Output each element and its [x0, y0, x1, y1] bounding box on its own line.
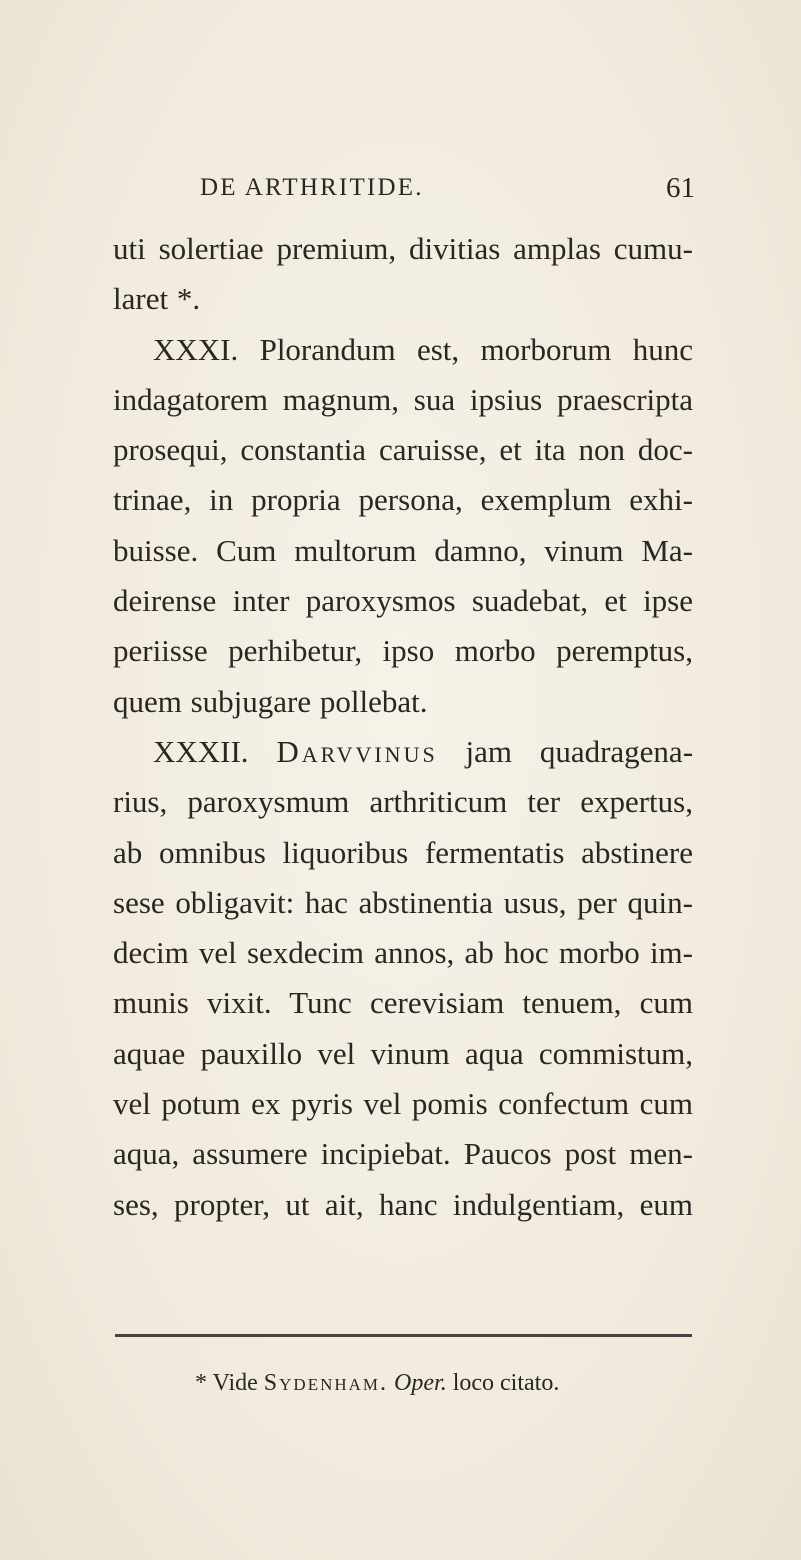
person-name: Darvvinus	[276, 733, 438, 769]
footnote-rule	[115, 1334, 692, 1337]
footnote	[195, 1370, 559, 1397]
text-line: periisse perhibetur, ipso morbo peremptus,	[113, 633, 693, 669]
paragraph-xxxii-start	[113, 727, 693, 777]
text-line: rius, paroxysmum arthriticum ter expertus,	[113, 784, 693, 820]
paragraph-xxxi-start: XXXI. Plorandum est, morborum hunc	[153, 331, 693, 367]
text-line: indagatorem magnum, sua ipsius praescripta	[113, 381, 693, 417]
text-line: ab omnibus liquoribus fermentatis abstinere	[113, 834, 693, 870]
text-line: trinae, in propria persona, exemplum exhi-	[113, 482, 693, 518]
text-line: quem subjugare pollebat.	[113, 683, 428, 719]
text-line: aquae pauxillo vel vinum aqua commistum,	[113, 1035, 693, 1071]
footnote-work: Oper.	[394, 1370, 447, 1396]
text-line: laret *.	[113, 281, 201, 317]
text-line: prosequi, constantia caruisse, et ita non doc-	[113, 432, 693, 468]
footnote-author: Sydenham.	[263, 1370, 389, 1396]
running-head-title: DE ARTHRITIDE.	[200, 174, 424, 201]
text-line: vel potum ex pyris vel pomis confectum cum	[113, 1086, 693, 1122]
text-line: deirense inter paroxysmos suadebat, et ipse	[113, 583, 693, 619]
text-line: munis vixit. Tunc cerevisiam tenuem, cum	[113, 985, 693, 1021]
section-numeral: XXXII.	[153, 733, 249, 769]
page-number: 61	[666, 172, 695, 204]
text-line: ses, propter, ut ait, hanc indulgentiam, eum	[113, 1186, 693, 1222]
text-line: aqua, assumere incipiebat. Paucos post men-	[113, 1136, 693, 1172]
text-fragment: jam quadragena-	[465, 733, 694, 769]
footnote-suffix: loco citato.	[452, 1370, 560, 1396]
text-line: buisse. Cum multorum damno, vinum Ma-	[113, 532, 693, 568]
footnote-prefix: Vide	[212, 1370, 258, 1396]
running-head	[105, 172, 695, 212]
text-line: sese obligavit: hac abstinentia usus, per quin-	[113, 884, 693, 920]
text-line: decim vel sexdecim annos, ab hoc morbo im-	[113, 935, 693, 971]
text-line: uti solertiae premium, divitias amplas cumu-	[113, 231, 693, 266]
footnote-marker: *	[195, 1370, 207, 1396]
body-text	[113, 224, 693, 1230]
